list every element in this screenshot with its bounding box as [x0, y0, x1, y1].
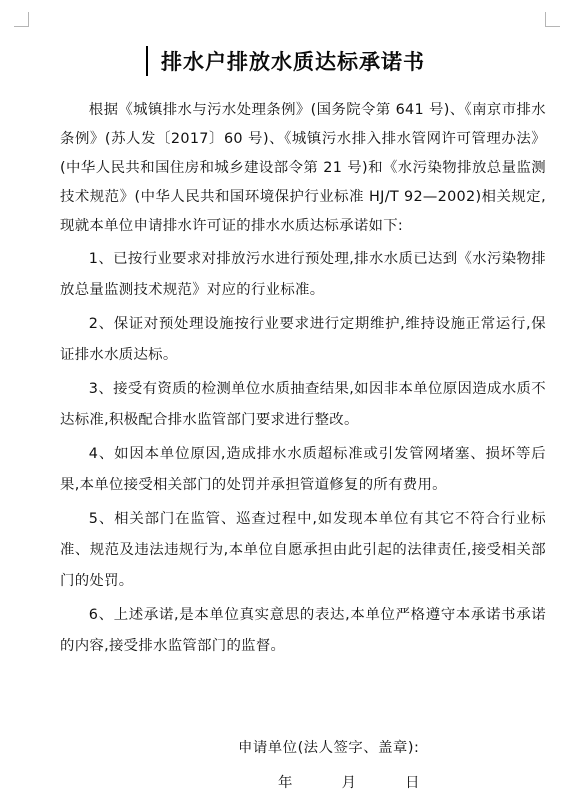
commitment-item-2[interactable]: 2、保证对预处理设施按行业要求进行定期维护,维持设施正常运行,保证排水水质达标。 — [60, 316, 546, 363]
date-day-label: 日 — [405, 775, 420, 791]
signature-line[interactable]: 申请单位(法人签字、盖章): — [238, 740, 420, 756]
commitment-item-4[interactable]: 4、如因本单位原因,造成排水水质超标准或引发管网堵塞、损坏等后果,本单位接受相关部门的处罚并承担管道修复的所有费用。 — [60, 446, 546, 493]
intro-paragraph[interactable]: 根据《城镇排水与污水处理条例》(国务院令第 641 号)、《南京市排水条例》(苏人发〔2017〕60 号)、《城镇污水排入排水管网许可管理办法》(中华人民共和国住房和城乡建设部令第 21 号)和《水污染物排放总量监测技术规范》(中华人民共和国环境保护行业标准 HJ/T 92—2002)相关规定,现就本单位申请排水许可证的排水水质达标承诺如下: — [60, 102, 546, 234]
document-title[interactable]: 排水户排放水质达标承诺书 — [161, 50, 425, 74]
crop-mark-top-right — [545, 12, 560, 27]
date-line[interactable] — [278, 771, 420, 792]
date-month-label: 月 — [341, 775, 356, 791]
commitment-item-6[interactable]: 6、上述承诺,是本单位真实意思的表达,本单位严格遵守本承诺书承诺的内容,接受排水监管部门的监督。 — [60, 607, 546, 654]
date-year-label: 年 — [278, 775, 293, 791]
commitment-item-5[interactable]: 5、相关部门在监管、巡查过程中,如发现本单位有其它不符合行业标准、规范及违法违规行为,本单位自愿承担由此引起的法律责任,接受相关部门的处罚。 — [60, 511, 546, 589]
commitment-item-1[interactable]: 1、已按行业要求对排放污水进行预处理,排水水质已达到《水污染物排放总量监测技术规范》对应的行业标准。 — [60, 251, 546, 298]
commitment-item-3[interactable]: 3、接受有资质的检测单位水质抽查结果,如因非本单位原因造成水质不达标准,积极配合排水监管部门要求进行整改。 — [60, 381, 546, 428]
crop-mark-top-left — [14, 12, 29, 27]
document-body[interactable] — [60, 96, 546, 662]
